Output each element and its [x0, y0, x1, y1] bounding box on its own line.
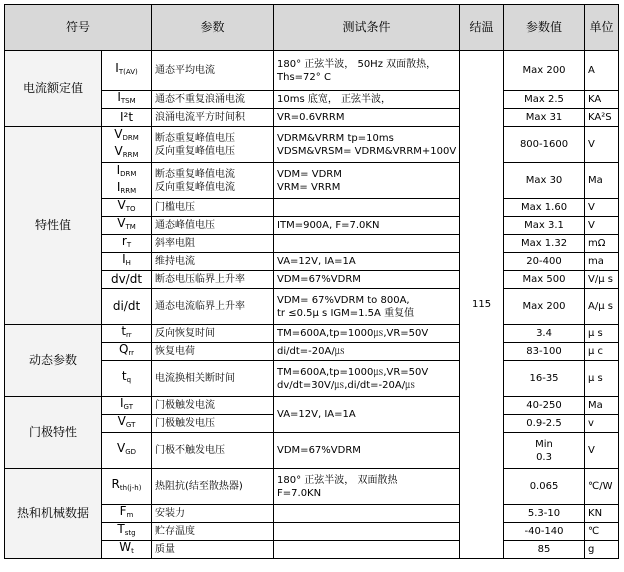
- unit-cell: A/μ s: [585, 289, 619, 325]
- condition-text: VDM=67%VDRM: [277, 445, 361, 456]
- value-cell: [504, 325, 585, 343]
- condition-cell: [274, 51, 460, 91]
- symbol-subscript: TM: [125, 223, 136, 231]
- value-cell: [504, 253, 585, 271]
- symbol-text: V: [117, 198, 126, 212]
- value-text: 5.3-10: [527, 508, 561, 519]
- value-text: Max 200: [522, 65, 566, 76]
- unit-cell: Ma: [585, 163, 619, 199]
- condition-text: Ths=72° C: [277, 71, 331, 83]
- value-text: Max 30: [525, 175, 563, 186]
- value-cell: [504, 343, 585, 361]
- param-text: 通态电流临界上升率: [155, 301, 246, 312]
- value-cell: [504, 51, 585, 91]
- param-cell: [152, 469, 274, 505]
- symbol-subscript: GD: [125, 448, 137, 456]
- condition-cell: [274, 289, 460, 325]
- condition-cell: [274, 541, 460, 559]
- param-cell: [152, 433, 274, 469]
- unit-cell: V: [585, 127, 619, 163]
- condition-cell: [274, 469, 460, 505]
- condition-cell: [274, 343, 460, 361]
- symbol-cell: [102, 523, 152, 541]
- param-text: 断态重复峰值电压: [155, 132, 236, 144]
- param-cell: [152, 217, 274, 235]
- unit-cell: KA²S: [585, 109, 619, 127]
- value-text: 16-35: [529, 373, 559, 384]
- value-text: Max 500: [522, 274, 566, 285]
- symbol-subscript: TSM: [120, 97, 136, 105]
- spec-row: [5, 397, 619, 415]
- param-text: 断态重复峰值电流: [155, 168, 236, 180]
- value-text: Max 1.32: [520, 238, 568, 249]
- unit-cell: μ c: [585, 343, 619, 361]
- param-text: 门极触发电流: [155, 400, 216, 411]
- category-label: 动态参数: [5, 325, 102, 397]
- condition-cell: [274, 91, 460, 109]
- param-text: 反向恢复时间: [155, 328, 216, 339]
- condition-cell: [274, 253, 460, 271]
- condition-text: F=7.0KN: [277, 487, 322, 499]
- param-cell: [152, 397, 274, 415]
- symbol-text: t: [121, 324, 127, 338]
- value-text: Max 1.60: [520, 202, 568, 213]
- category-label: 电流额定值: [5, 51, 102, 127]
- condition-cell: [274, 163, 460, 199]
- symbol-subscript: TO: [125, 205, 136, 213]
- value-cell: [504, 397, 585, 415]
- symbol-cell: [102, 325, 152, 343]
- param-text: 质量: [155, 544, 176, 555]
- symbol-text: I: [120, 396, 124, 410]
- value-cell: [504, 235, 585, 253]
- symbol-cell: [102, 199, 152, 217]
- value-cell: [504, 541, 585, 559]
- unit-cell: Ma: [585, 397, 619, 415]
- condition-text: TM=600A,tp=1000㎲,VR=50V: [277, 366, 429, 378]
- param-cell: [152, 361, 274, 397]
- unit-cell: V: [585, 433, 619, 469]
- spec-table: [4, 4, 619, 559]
- value-cell: [504, 433, 585, 469]
- symbol-text: V: [117, 216, 126, 230]
- param-text: 维持电流: [155, 256, 196, 267]
- symbol-cell: [102, 469, 152, 505]
- param-text: 反向重复峰值电流: [155, 181, 236, 193]
- value-cell: [504, 361, 585, 397]
- value-text: Max 200: [522, 301, 566, 312]
- param-cell: [152, 199, 274, 217]
- condition-text: di/dt=-20A/㎲: [277, 346, 345, 357]
- param-text: 门槛电压: [155, 202, 196, 213]
- condition-cell: [274, 523, 460, 541]
- symbol-cell: [102, 235, 152, 253]
- param-text: 通态峰值电压: [155, 220, 216, 231]
- value-text: -40-140: [524, 526, 564, 537]
- symbol-text: V: [114, 143, 123, 158]
- symbol-cell: [102, 289, 152, 325]
- unit-cell: KN: [585, 505, 619, 523]
- condition-cell: [274, 271, 460, 289]
- symbol-cell: [102, 361, 152, 397]
- symbol-cell: [102, 541, 152, 559]
- condition-text: VRM= VRRM: [277, 181, 341, 193]
- symbol-text: I: [116, 162, 121, 177]
- symbol-text: T: [117, 522, 125, 536]
- value-cell: [504, 505, 585, 523]
- value-text: Max 2.5: [524, 94, 564, 105]
- condition-cell: [274, 217, 460, 235]
- symbol-subscript: DRM: [122, 133, 139, 142]
- param-text: 热阻抗(结至散热器): [155, 481, 243, 492]
- symbol-cell: [102, 271, 152, 289]
- condition-text: ITM=900A, F=7.0KN: [277, 220, 380, 231]
- condition-text: VDRM&VRRM tp=10ms: [277, 132, 394, 144]
- param-cell: [152, 289, 274, 325]
- unit-cell: KA: [585, 91, 619, 109]
- value-cell: [504, 109, 585, 127]
- symbol-subscript: GT: [125, 421, 136, 429]
- param-text: 电流换相关断时间: [155, 373, 236, 384]
- param-text: 安装力: [155, 508, 186, 519]
- value-text: Max 3.1: [524, 220, 564, 231]
- condition-text: 180° 正弦半波， 双面散热: [277, 474, 398, 486]
- param-text: 恢复电荷: [155, 346, 196, 357]
- unit-cell: g: [585, 541, 619, 559]
- symbol-text: V: [114, 126, 123, 141]
- param-text: 通态平均电流: [155, 65, 216, 76]
- condition-cell: [274, 361, 460, 397]
- unit-cell: A: [585, 51, 619, 91]
- symbol-subscript: DRM: [120, 169, 137, 178]
- condition-text: VDM=67%VDRM: [277, 274, 361, 285]
- unit-cell: ℃: [585, 523, 619, 541]
- symbol-subscript: stg: [124, 529, 136, 537]
- condition-cell: [274, 433, 460, 469]
- param-header: 参数: [152, 5, 274, 51]
- value-text: 40-250: [526, 400, 562, 411]
- junction-temp-value: 115: [460, 51, 504, 559]
- category-label: 热和机械数据: [5, 469, 102, 559]
- symbol-cell: [102, 415, 152, 433]
- condition-cell: [274, 505, 460, 523]
- condition-text: VA=12V, IA=1A: [277, 256, 356, 267]
- symbol-cell: [102, 163, 152, 199]
- category-label: 特性值: [5, 127, 102, 325]
- condition-text: VDSM&VRSM= VDRM&VRRM+100V: [277, 145, 457, 157]
- symbol-subscript: H: [125, 259, 131, 267]
- condition-cell: [274, 127, 460, 163]
- unit-cell: ma: [585, 253, 619, 271]
- value-cell: [504, 163, 585, 199]
- condition-text: VDM= VDRM: [277, 168, 342, 180]
- spec-row: [5, 127, 619, 163]
- symbol-cell: [102, 343, 152, 361]
- symbol-subscript: rr: [126, 331, 132, 339]
- unit-cell: ℃/W: [585, 469, 619, 505]
- condition-text: 10ms 底宽， 正弦半波，: [277, 94, 392, 105]
- symbol-subscript: RRM: [122, 150, 139, 159]
- value-cell: [504, 199, 585, 217]
- symbol-cell: [102, 127, 152, 163]
- symbol-cell: [102, 217, 152, 235]
- symbol-text: V: [116, 441, 126, 455]
- param-cell: [152, 109, 274, 127]
- value-cell: [504, 415, 585, 433]
- param-cell: [152, 127, 274, 163]
- unit-cell: mΩ: [585, 235, 619, 253]
- param-cell: [152, 163, 274, 199]
- param-cell: [152, 325, 274, 343]
- param-text: 通态不重复浪涌电流: [155, 94, 246, 105]
- symbol-cell: [102, 253, 152, 271]
- param-cell: [152, 271, 274, 289]
- symbol-text: I: [122, 252, 126, 266]
- unit-cell: μ s: [585, 361, 619, 397]
- value-text: 0.9-2.5: [526, 418, 562, 429]
- category-label: 门极特性: [5, 397, 102, 469]
- param-cell: [152, 51, 274, 91]
- param-cell: [152, 91, 274, 109]
- param-text: 门极触发电压: [155, 418, 216, 429]
- symbol-text: R: [111, 477, 120, 491]
- value-cell: [504, 469, 585, 505]
- symbol-text: W: [119, 540, 132, 554]
- value-text: 800-1600: [519, 139, 569, 150]
- symbol-cell: [102, 109, 152, 127]
- spec-row: [5, 51, 619, 91]
- condition-cell: [274, 325, 460, 343]
- condition-header: 测试条件: [274, 5, 460, 51]
- value-text: 83-100: [526, 346, 562, 357]
- unit-cell: V: [585, 217, 619, 235]
- param-text: 贮存温度: [155, 526, 196, 537]
- symbol-text: I²t: [119, 110, 134, 124]
- unit-cell: v: [585, 415, 619, 433]
- symbol-header: 符号: [5, 5, 152, 51]
- condition-text: TM=600A,tp=1000㎲,VR=50V: [277, 328, 429, 339]
- condition-cell: [274, 109, 460, 127]
- condition-text: tr ≤0.5μ s IGM=1.5A 重复值: [277, 307, 415, 319]
- param-cell: [152, 541, 274, 559]
- tj-header: 结温: [460, 5, 504, 51]
- symbol-text: di/dt: [112, 299, 141, 313]
- value-text: 20-400: [526, 256, 562, 267]
- symbol-text: I: [116, 179, 121, 194]
- param-cell: [152, 415, 274, 433]
- symbol-text: I: [115, 61, 119, 75]
- param-text: 浪涌电流平方时间积: [155, 112, 246, 123]
- param-text: 断态电压临界上升率: [155, 274, 246, 285]
- param-cell: [152, 343, 274, 361]
- value-header: 参数值: [504, 5, 585, 51]
- unit-cell: μ s: [585, 325, 619, 343]
- param-cell: [152, 253, 274, 271]
- unit-header: 单位: [585, 5, 619, 51]
- unit-cell: V/μ s: [585, 271, 619, 289]
- value-text: 85: [537, 544, 551, 555]
- value-cell: [504, 289, 585, 325]
- symbol-text: I: [117, 90, 121, 104]
- symbol-subscript: T: [126, 241, 132, 249]
- symbol-subscript: rr: [128, 349, 135, 357]
- condition-text: 180° 正弦半波， 50Hz 双面散热，: [277, 58, 437, 70]
- symbol-text: t: [121, 369, 127, 383]
- symbol-cell: [102, 505, 152, 523]
- condition-text: VR=0.6VRRM: [277, 112, 345, 123]
- condition-text: VA=12V, IA=1A: [277, 409, 356, 420]
- symbol-cell: [102, 91, 152, 109]
- symbol-cell: [102, 433, 152, 469]
- symbol-subscript: q: [126, 376, 132, 384]
- symbol-text: F: [119, 504, 127, 518]
- value-text: 3.4: [536, 328, 552, 339]
- param-cell: [152, 523, 274, 541]
- header-row: [5, 5, 619, 51]
- symbol-subscript: t: [131, 547, 134, 555]
- param-text: 斜率电阻: [155, 238, 196, 249]
- condition-cell: [274, 199, 460, 217]
- param-text: 门极不触发电压: [155, 445, 226, 456]
- param-text: 反向重复峰值电压: [155, 145, 236, 157]
- value-cell: [504, 127, 585, 163]
- condition-text: VDM= 67%VDRM to 800A,: [277, 294, 410, 306]
- symbol-cell: [102, 51, 152, 91]
- symbol-subscript: m: [126, 511, 134, 519]
- symbol-subscript: th(j-h): [119, 484, 142, 492]
- value-text: Max 31: [525, 112, 563, 123]
- symbol-subscript: T(AV): [118, 68, 138, 76]
- value-cell: [504, 523, 585, 541]
- symbol-text: r: [121, 234, 127, 248]
- value-cell: [504, 271, 585, 289]
- condition-cell: [274, 235, 460, 253]
- param-cell: [152, 505, 274, 523]
- param-cell: [152, 235, 274, 253]
- symbol-subscript: RRM: [120, 186, 137, 195]
- symbol-text: Q: [118, 342, 129, 356]
- value-text: 0.3: [536, 451, 552, 463]
- spec-row: [5, 469, 619, 505]
- symbol-text: dv/dt: [110, 272, 143, 286]
- condition-text: dv/dt=30V/㎲,di/dt=-20A/㎲: [277, 379, 416, 391]
- value-text: 0.065: [529, 481, 559, 492]
- value-cell: [504, 91, 585, 109]
- spec-row: [5, 325, 619, 343]
- symbol-subscript: GT: [123, 403, 133, 411]
- symbol-cell: [102, 397, 152, 415]
- condition-cell: [274, 397, 460, 433]
- symbol-text: V: [117, 414, 126, 428]
- unit-cell: V: [585, 199, 619, 217]
- value-cell: [504, 217, 585, 235]
- value-text: Min: [535, 438, 553, 450]
